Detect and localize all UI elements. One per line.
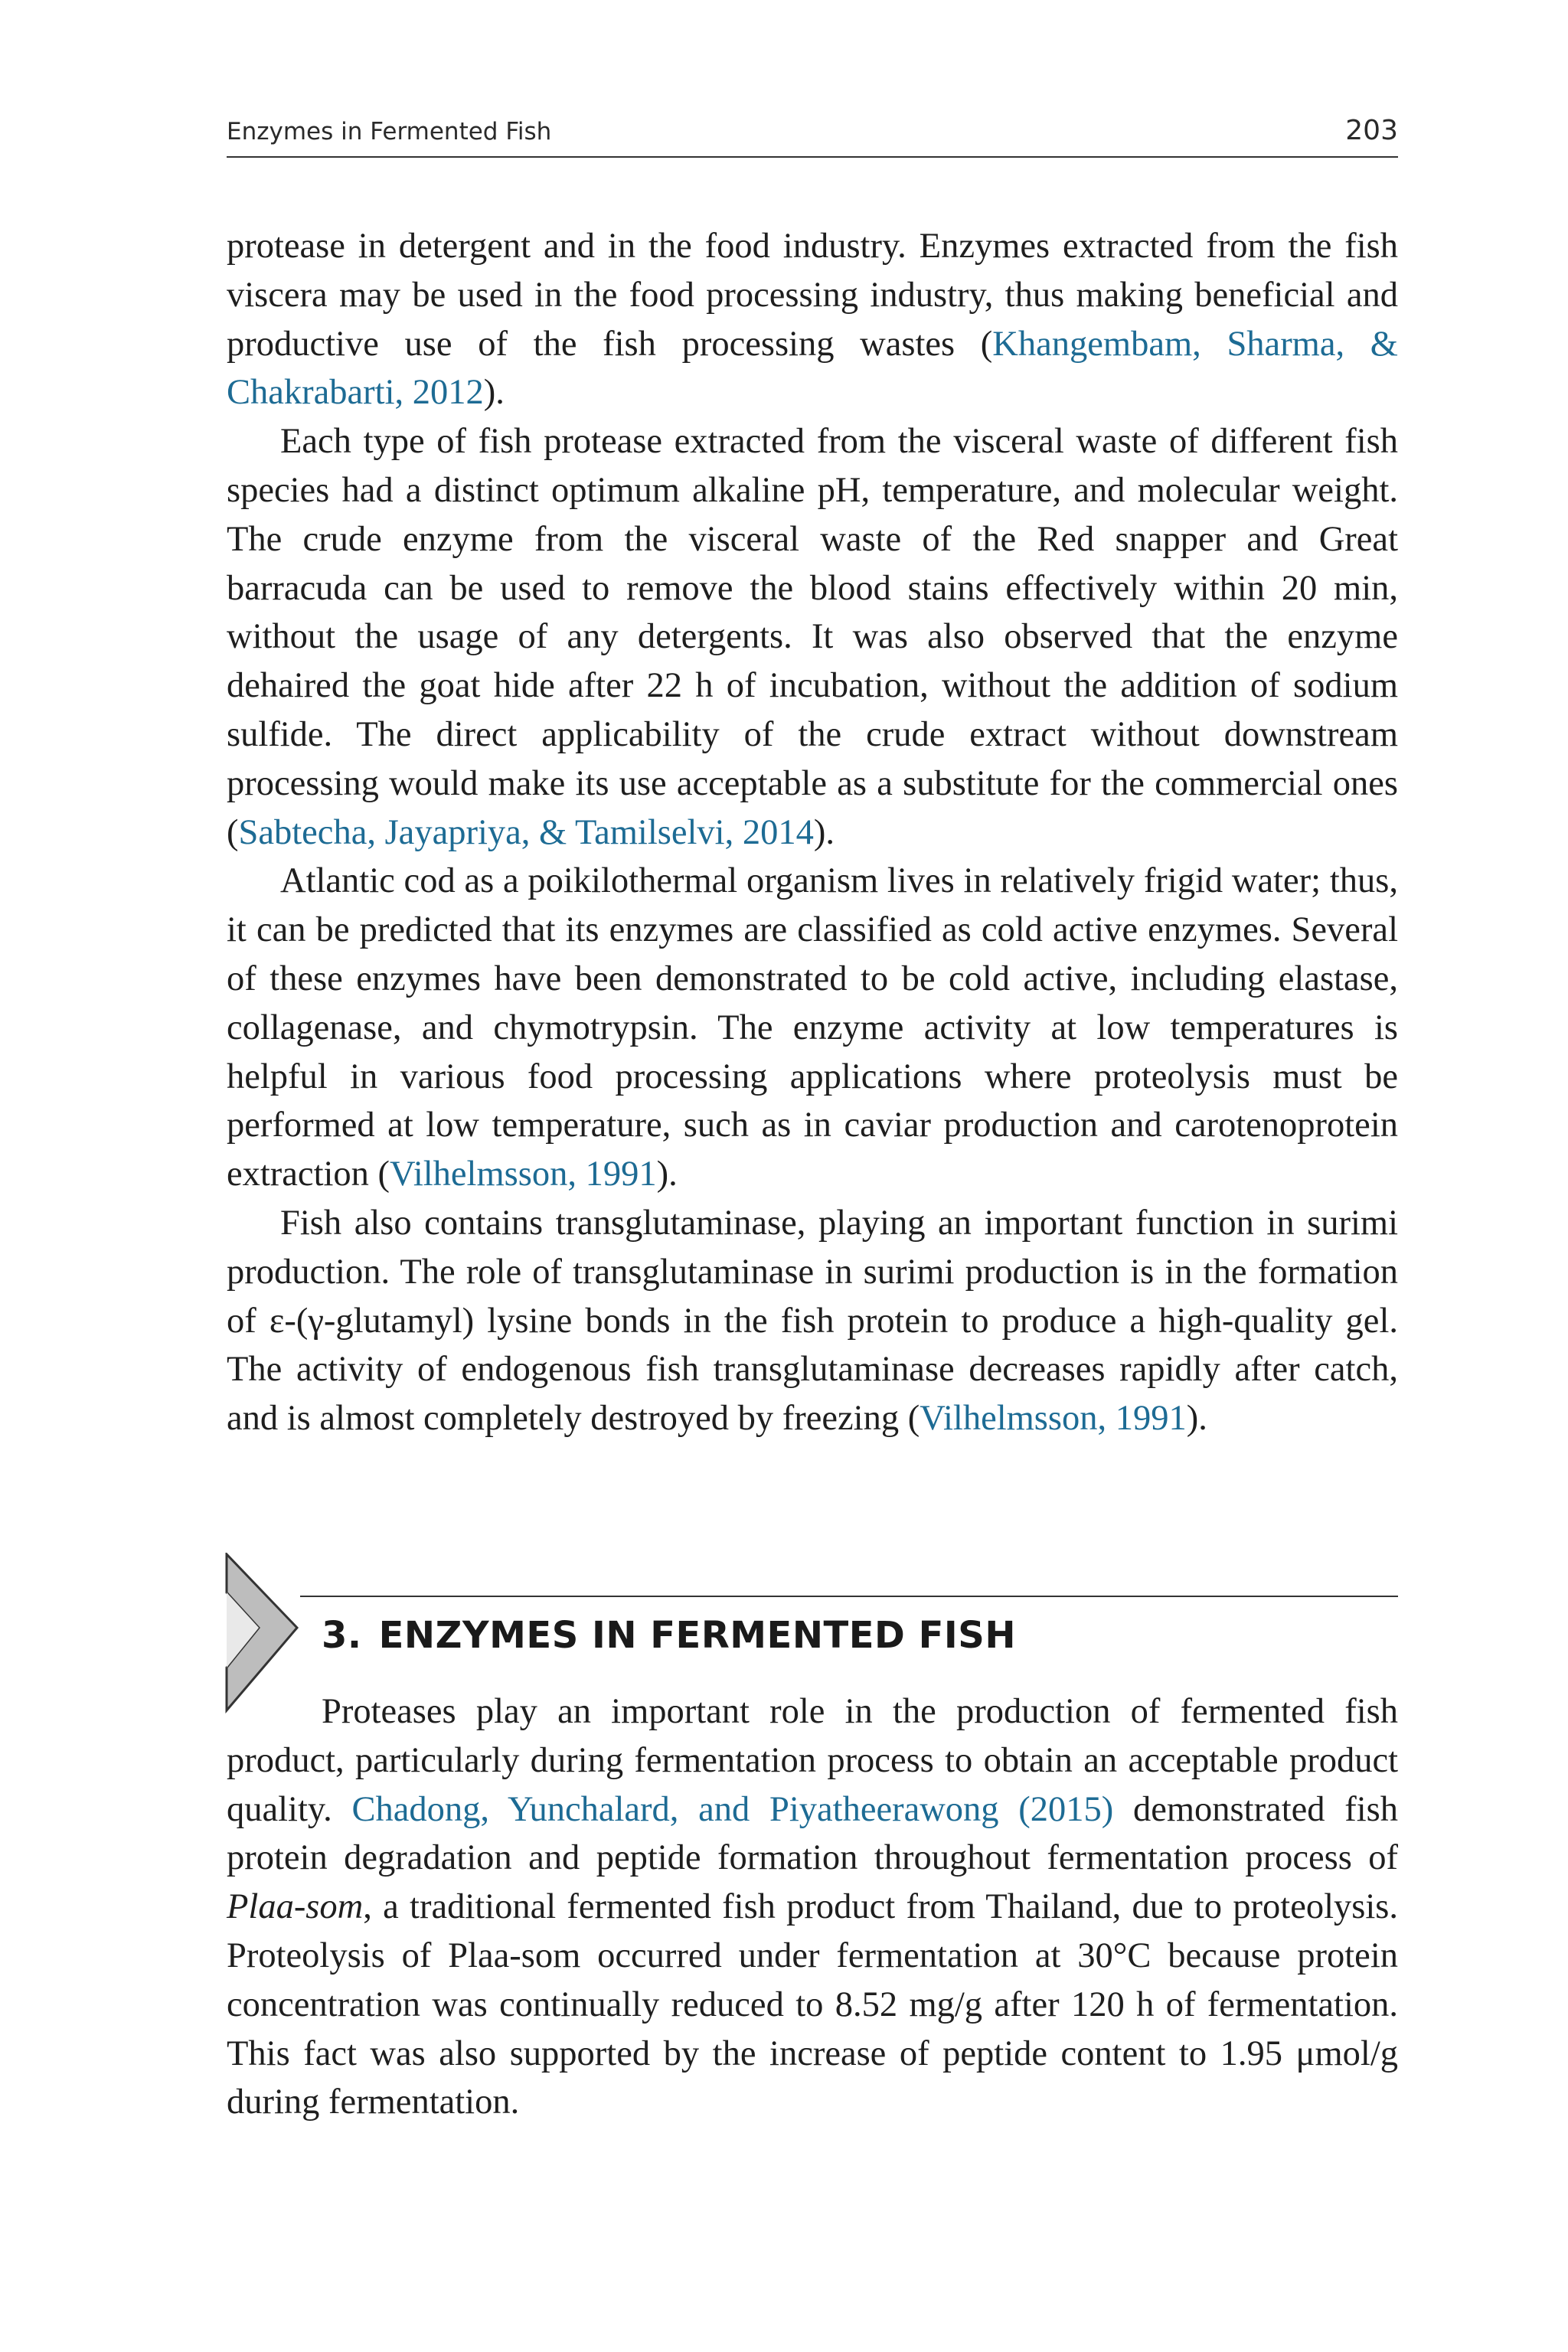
text-run: Atlantic cod as a poikilothermal organism lives in relatively frigid water; thus, it can be predicted that its enzymes are classified as cold active enzymes. Several of these enzymes have been demonstrated to be cold active, including elastase, collagenase, and chymotrypsin. The enzyme activity at low temperatures is helpful in various food processing applications where proteolysis must be performed at low temperature, such as in caviar production and carotenoprotein extraction (: [227, 861, 1398, 1194]
text-run: Fish also contains transglutaminase, playing an important function in surimi production. The role of transglutaminase in surimi production is in the formation of ε-(γ-glutamyl) lysine bonds in the fish protein to produce a high-quality gel. The activity of endogenous fish transglutaminase decreases rapidly after catch, and is almost completely destroyed by freezing (: [227, 1203, 1398, 1439]
text-run: Each type of fish protease extracted from the visceral waste of different fish species had a distinct optimum alkaline pH, temperature, and molecular weight. The crude enzyme from the visceral waste of the Red snapper and Great barracuda can be used to remove the blood stains effectively within 20 min, without the usage of any detergents. It was also observed that the enzyme dehaired the goat hide after 22 h of incubation, without the addition of sodium sulfide. The direct applicability of the crude extract without downstream processing would make its use acceptable as a substitute for the commercial ones (: [227, 422, 1398, 852]
citation-link[interactable]: Chadong, Yunchalard, and Piyatheerawong (2015): [351, 1789, 1114, 1829]
section-heading: [322, 1614, 1016, 1657]
paragraph: [227, 857, 1398, 1199]
text-run: ).: [656, 1155, 678, 1194]
page-number: 203: [1345, 115, 1398, 146]
text-run: ).: [483, 373, 505, 413]
text-run: demonstrated fish protein degradation and peptide formation throughout fermentation process of: [227, 1789, 1398, 1878]
citation-link[interactable]: Vilhelmsson, 1991: [920, 1399, 1187, 1439]
text-run: ).: [1186, 1399, 1207, 1439]
citation-link[interactable]: Khangembam, Sharma, & Chakrabarti, 2012: [227, 324, 1398, 413]
paragraph: [227, 1687, 1398, 2127]
text-run: Proteases play an important role in the production of fermented fish product, particularly during fermentation process to obtain an acceptable product quality.: [227, 1692, 1398, 1829]
section-rule: [300, 1596, 1398, 1597]
citation-link[interactable]: Vilhelmsson, 1991: [390, 1155, 657, 1194]
citation-link[interactable]: Sabtecha, Jayapriya, & Tamilselvi, 2014: [238, 812, 814, 852]
running-header: [227, 115, 1398, 158]
section-title: ENZYMES IN FERMENTED FISH: [378, 1614, 1016, 1657]
section-number: 3.: [322, 1614, 362, 1657]
paragraph: [227, 417, 1398, 857]
running-title: Enzymes in Fermented Fish: [227, 118, 552, 145]
text-run: ).: [813, 812, 835, 852]
section-body-text: [227, 1687, 1398, 2127]
body-text: [227, 222, 1398, 1443]
paragraph: [227, 222, 1398, 417]
paragraph: [227, 1199, 1398, 1443]
italic-term: Plaa-som: [227, 1887, 364, 1927]
text-run: protease in detergent and in the food industry. Enzymes extracted from the fish viscera may be used in the food processing industry, thus making beneficial and productive use of the fish processing wastes (: [227, 227, 1398, 364]
text-run: , a traditional fermented fish product from Thailand, due to proteolysis. Proteolysis of Plaa-som occurred under fermentation at 30°C because protein concentration was continually reduced to 8.52 mg/g after 120 h of fermentation. This fact was also supported by the increase of peptide content to 1.95 μmol/g during fermentation.: [227, 1887, 1398, 2122]
